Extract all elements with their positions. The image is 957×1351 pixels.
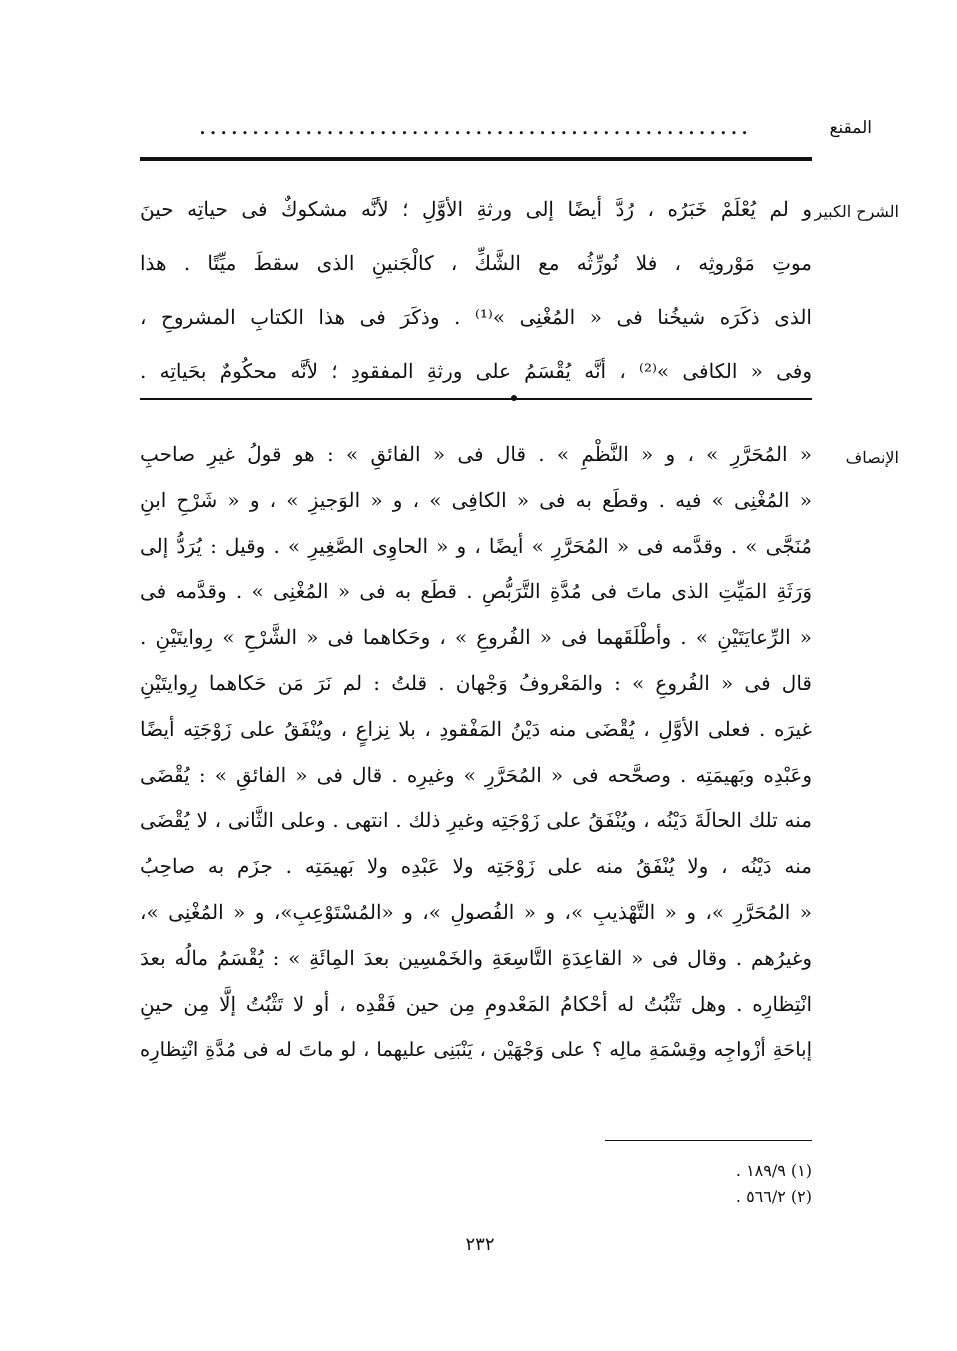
header-rule — [140, 157, 812, 161]
insaf-line: « الرِّعايَتَيْنِ » . وأطْلَقَهما فى « الفُروعِ » ، وحَكاهما فى « الشَّرْحِ » رِوايتَيْنِ . — [140, 625, 812, 650]
page-number: ٢٣٢ — [465, 1234, 495, 1255]
insaf-line: وَرَثَةِ المَيِّتِ الذى ماتَ فى مُدَّةِ التَّرَبُّصِ . قطَع به فى « المُغْنِى » . وقدَّمه فى — [140, 579, 812, 604]
section-divider — [140, 398, 812, 400]
insaf-line: غيرَه . فعلى الأوَّلِ ، يُقْضَى منه دَيْنُ المَفْقودِ ، بلا نِزاعٍ ، ويُنْفَقُ على زَوْجَتِه أيضًا — [140, 716, 812, 741]
insaf-line: مُنَجَّى » . وقدَّمه فى « المُحَرَّرِ » أيضًا ، و « الحاوِى الصَّغِيرِ » . وقيل : يُرَدُّ إلى — [140, 533, 812, 558]
sharh-line: و لم يُعْلَمْ خَبَرُه ، رُدَّ أيضًا إلى ورثةِ الأوَّلِ ؛ لأنَّه مشكوكٌ فى حياتِه حينَ — [140, 197, 812, 221]
header-dotted-leader: .................................................... — [198, 112, 752, 140]
insaf-line: « المُحَرَّرِ »، و « التَّهْذيبِ »، و « الفُصولِ »، و «المُسْتَوْعِبِ»، و « المُغْنِى »، — [140, 899, 812, 924]
insaf-line: منه دَيْنُه ، ولا يُنْفَقُ منه على زَوْجَتِه ولا عَبْدِه ولا بَهيمَتِه . جزَم به صاحِبُ — [140, 854, 812, 879]
running-header-title: المقنع — [829, 118, 872, 138]
sharh-line: الذى ذكَرَه شيخُنا فى « المُغْنِى »⁽¹⁾ . وذكَرَ فى هذا الكتابِ المشروحِ ، — [140, 305, 812, 329]
insaf-line: « المُغْنِى » فيه . وقطَع به فى « الكافِى » ، و « الوَجيزِ » ، و « شَرْحِ ابنِ — [140, 487, 812, 512]
footnote: (١) ١٨٩/٩ . — [735, 1161, 812, 1180]
sharh-text-block — [140, 182, 812, 398]
section-label-sharh: الشرح الكبير — [814, 202, 899, 221]
insaf-line: وعَبْدِه وبَهيمَتِه . وصحَّحه فى « المُحَرَّرِ » وغيرِه . قال فى « الفائقِ » : يُقْضَى — [140, 762, 812, 787]
insaf-line: انْتِظارِه . وهل تَثْبُتُ له أحْكامُ المَعْدومِ مِن حين فَقْدِه ، أو لا تَثْبُتُ إلَّا مِن حينِ — [140, 991, 812, 1016]
sharh-line: وفى « الكافى »⁽²⁾ ، أنَّه يُقْسَمُ على ورثةِ المفقودِ ؛ لأنَّه محكُومٌ بحَياتِه . — [140, 359, 812, 383]
insaf-line: إباحَةِ أزْواجِه وقِسْمَةِ مالِه ؟ على وَجْهَيْن ، يَنْبَنِى عليهما ، لو ماتَ له فى مُدَّةِ انْتِظارِه — [140, 1038, 812, 1062]
footnotes — [512, 1158, 812, 1210]
footnote-rule — [605, 1140, 812, 1141]
sharh-line: موتِ مَوْروثِه ، فلا نُورِّثُه مع الشَّكِّ ، كالْجَنينِ الذى سقطَ ميِّتًا . هذا — [140, 251, 812, 275]
insaf-line: منه تلك الحالَةَ دَيْنُه ، ويُنْفَقُ على زَوْجَتِه وغيرِ ذلك . انتهى . وعلى الثَّانى ، لا يُقْضَى — [140, 808, 812, 833]
footnote: (٢) ٥٦٦/٢ . — [735, 1187, 812, 1206]
divider-ornament — [511, 395, 517, 401]
section-label-insaf: الإنصاف — [845, 448, 899, 467]
insaf-line: قال فى « الفُروعِ » : والمَعْروفُ وَجْهان . قلتُ : لم نَرَ مَن حَكاهما رِوايتَيْنِ — [140, 670, 812, 695]
insaf-line: « المُحَرَّرِ » ، و « النَّظْمِ » . قال فى « الفائقِ » : هو قولُ غيرِ صاحبِ — [140, 442, 812, 466]
insaf-text-block — [140, 432, 812, 1073]
insaf-line: وغيرُهم . وقال فى « القاعِدَةِ التَّاسِعَةِ والخَمْسِين بعدَ المِائَةِ » : يُقْسَمُ مالُه بعدَ — [140, 945, 812, 970]
